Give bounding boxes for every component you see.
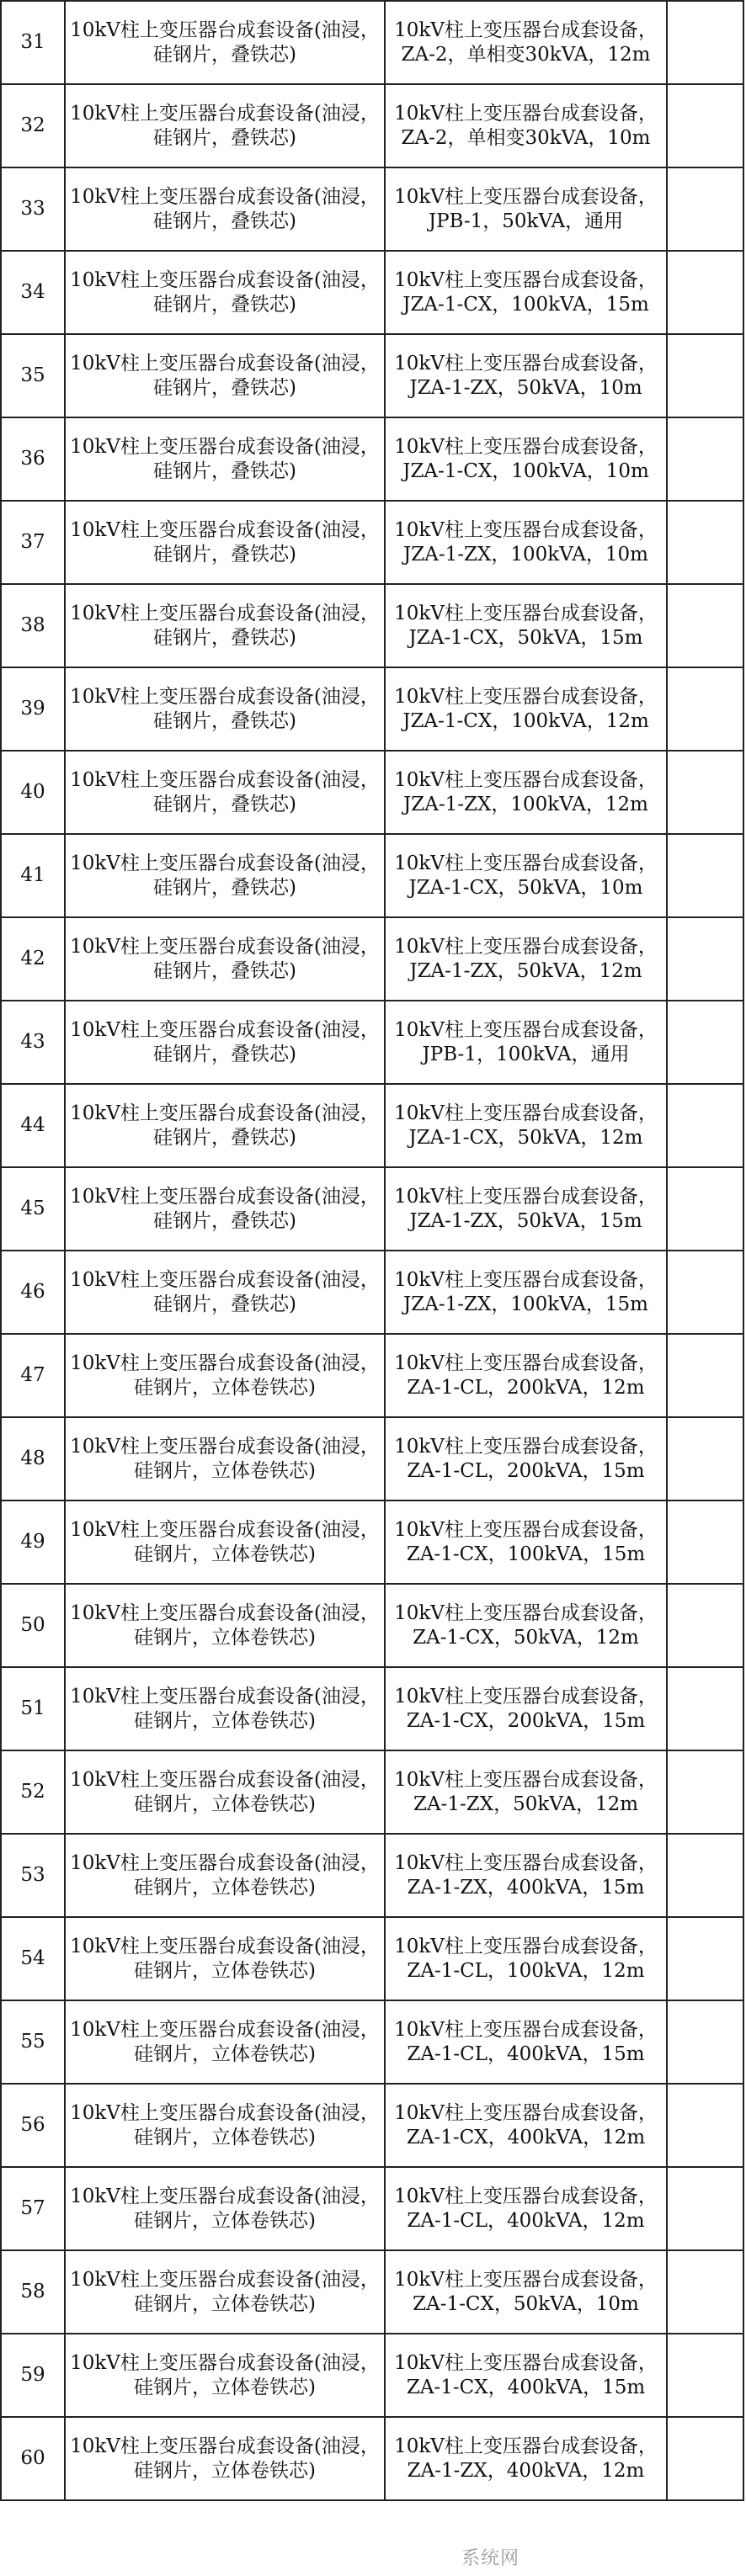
- row-number-cell: 48: [1, 1417, 65, 1500]
- equipment-name-cell: 10kV柱上变压器台成套设备(油浸，硅钢片，叠铁芯): [65, 1001, 385, 1084]
- table-row: [1, 2250, 743, 2334]
- equipment-name-cell: 10kV柱上变压器台成套设备(油浸，硅钢片，叠铁芯): [65, 667, 385, 751]
- equipment-name-cell: 10kV柱上变压器台成套设备(油浸，硅钢片，立体卷铁芯): [65, 2084, 385, 2167]
- equipment-spec-cell: 10kV柱上变压器台成套设备，ZA-1-CL，200kVA，15m: [385, 1417, 667, 1500]
- row-number-cell: 60: [1, 2417, 65, 2500]
- row-number-cell: 59: [1, 2334, 65, 2417]
- empty-cell: [667, 1750, 743, 1834]
- row-number-cell: 36: [1, 417, 65, 501]
- empty-cell: [667, 1001, 743, 1084]
- table-row: [1, 2084, 743, 2167]
- table-row: [1, 1001, 743, 1084]
- table-row: [1, 1917, 743, 2000]
- empty-cell: [667, 2334, 743, 2417]
- table-row: [1, 1750, 743, 1834]
- equipment-name-cell: 10kV柱上变压器台成套设备(油浸，硅钢片，叠铁芯): [65, 751, 385, 834]
- table-row: [1, 417, 743, 501]
- empty-cell: [667, 1084, 743, 1167]
- table-row: [1, 1251, 743, 1334]
- empty-cell: [667, 1584, 743, 1667]
- equipment-spec-cell: 10kV柱上变压器台成套设备，JZA-1-CX，50kVA，15m: [385, 584, 667, 667]
- row-number-cell: 51: [1, 1667, 65, 1750]
- equipment-spec-cell: 10kV柱上变压器台成套设备，JZA-1-CX，100kVA，10m: [385, 417, 667, 501]
- equipment-name-cell: 10kV柱上变压器台成套设备(油浸，硅钢片，叠铁芯): [65, 334, 385, 417]
- table-row: [1, 1417, 743, 1500]
- equipment-spec-cell: 10kV柱上变压器台成套设备，ZA-1-CL，400kVA，15m: [385, 2000, 667, 2084]
- table-row: [1, 334, 743, 417]
- equipment-name-cell: 10kV柱上变压器台成套设备(油浸，硅钢片，立体卷铁芯): [65, 1334, 385, 1417]
- equipment-name-cell: 10kV柱上变压器台成套设备(油浸，硅钢片，叠铁芯): [65, 167, 385, 251]
- table-row: [1, 251, 743, 334]
- empty-cell: [667, 167, 743, 251]
- empty-cell: [667, 1500, 743, 1584]
- table-row: [1, 1667, 743, 1750]
- empty-cell: [667, 251, 743, 334]
- empty-cell: [667, 1, 743, 84]
- equipment-name-cell: 10kV柱上变压器台成套设备(油浸，硅钢片，叠铁芯): [65, 251, 385, 334]
- empty-cell: [667, 1417, 743, 1500]
- equipment-name-cell: 10kV柱上变压器台成套设备(油浸，硅钢片，立体卷铁芯): [65, 1917, 385, 2000]
- empty-cell: [667, 667, 743, 751]
- table-row: [1, 2334, 743, 2417]
- empty-cell: [667, 2167, 743, 2250]
- equipment-name-cell: 10kV柱上变压器台成套设备(油浸，硅钢片，叠铁芯): [65, 834, 385, 917]
- row-number-cell: 31: [1, 1, 65, 84]
- row-number-cell: 38: [1, 584, 65, 667]
- row-number-cell: 57: [1, 2167, 65, 2250]
- empty-cell: [667, 84, 743, 167]
- row-number-cell: 53: [1, 1834, 65, 1917]
- empty-cell: [667, 417, 743, 501]
- equipment-spec-cell: 10kV柱上变压器台成套设备，ZA-1-CX，400kVA，15m: [385, 2334, 667, 2417]
- row-number-cell: 39: [1, 667, 65, 751]
- empty-cell: [667, 1251, 743, 1334]
- row-number-cell: 49: [1, 1500, 65, 1584]
- equipment-name-cell: 10kV柱上变压器台成套设备(油浸，硅钢片，叠铁芯): [65, 917, 385, 1001]
- row-number-cell: 46: [1, 1251, 65, 1334]
- equipment-name-cell: 10kV柱上变压器台成套设备(油浸，硅钢片，立体卷铁芯): [65, 1667, 385, 1750]
- row-number-cell: 44: [1, 1084, 65, 1167]
- table-row: [1, 2417, 743, 2500]
- table-row: [1, 1167, 743, 1251]
- row-number-cell: 41: [1, 834, 65, 917]
- table-row: [1, 1834, 743, 1917]
- equipment-name-cell: 10kV柱上变压器台成套设备(油浸，硅钢片，叠铁芯): [65, 1084, 385, 1167]
- empty-cell: [667, 1167, 743, 1251]
- equipment-spec-cell: 10kV柱上变压器台成套设备，JZA-1-CX，100kVA，12m: [385, 667, 667, 751]
- table-row: [1, 1500, 743, 1584]
- equipment-name-cell: 10kV柱上变压器台成套设备(油浸，硅钢片，立体卷铁芯): [65, 1750, 385, 1834]
- equipment-name-cell: 10kV柱上变压器台成套设备(油浸，硅钢片，叠铁芯): [65, 1, 385, 84]
- equipment-spec-cell: 10kV柱上变压器台成套设备，JZA-1-ZX，50kVA，15m: [385, 1167, 667, 1251]
- empty-cell: [667, 1667, 743, 1750]
- equipment-name-cell: 10kV柱上变压器台成套设备(油浸，硅钢片，立体卷铁芯): [65, 2334, 385, 2417]
- table-row: [1, 917, 743, 1001]
- equipment-spec-cell: 10kV柱上变压器台成套设备，ZA-1-ZX，400kVA，15m: [385, 1834, 667, 1917]
- equipment-spec-cell: 10kV柱上变压器台成套设备，ZA-1-ZX，50kVA，12m: [385, 1750, 667, 1834]
- table-row: [1, 1334, 743, 1417]
- table-row: [1, 584, 743, 667]
- table-row: [1, 1084, 743, 1167]
- equipment-name-cell: 10kV柱上变压器台成套设备(油浸，硅钢片，立体卷铁芯): [65, 2250, 385, 2334]
- equipment-name-cell: 10kV柱上变压器台成套设备(油浸，硅钢片，叠铁芯): [65, 584, 385, 667]
- equipment-name-cell: 10kV柱上变压器台成套设备(油浸，硅钢片，立体卷铁芯): [65, 1834, 385, 1917]
- equipment-spec-cell: 10kV柱上变压器台成套设备，ZA-1-CL，100kVA，12m: [385, 1917, 667, 2000]
- equipment-name-cell: 10kV柱上变压器台成套设备(油浸，硅钢片，立体卷铁芯): [65, 1500, 385, 1584]
- equipment-spec-cell: 10kV柱上变压器台成套设备，JZA-1-CX，50kVA，12m: [385, 1084, 667, 1167]
- equipment-table-body: [1, 1, 743, 2500]
- equipment-spec-cell: 10kV柱上变压器台成套设备，JZA-1-ZX，50kVA，10m: [385, 334, 667, 417]
- empty-cell: [667, 751, 743, 834]
- empty-cell: [667, 1917, 743, 2000]
- equipment-name-cell: 10kV柱上变压器台成套设备(油浸，硅钢片，叠铁芯): [65, 84, 385, 167]
- equipment-spec-cell: 10kV柱上变压器台成套设备，JZA-1-CX，100kVA，15m: [385, 251, 667, 334]
- equipment-spec-cell: 10kV柱上变压器台成套设备，JZA-1-ZX，100kVA，10m: [385, 501, 667, 584]
- row-number-cell: 55: [1, 2000, 65, 2084]
- empty-cell: [667, 584, 743, 667]
- table-row: [1, 2000, 743, 2084]
- equipment-name-cell: 10kV柱上变压器台成套设备(油浸，硅钢片，叠铁芯): [65, 417, 385, 501]
- row-number-cell: 37: [1, 501, 65, 584]
- table-row: [1, 751, 743, 834]
- equipment-name-cell: 10kV柱上变压器台成套设备(油浸，硅钢片，立体卷铁芯): [65, 1584, 385, 1667]
- row-number-cell: 43: [1, 1001, 65, 1084]
- row-number-cell: 33: [1, 167, 65, 251]
- row-number-cell: 34: [1, 251, 65, 334]
- table-row: [1, 834, 743, 917]
- equipment-spec-cell: 10kV柱上变压器台成套设备，JPB-1，50kVA，通用: [385, 167, 667, 251]
- row-number-cell: 35: [1, 334, 65, 417]
- equipment-spec-cell: 10kV柱上变压器台成套设备，ZA-1-CX，50kVA，10m: [385, 2250, 667, 2334]
- watermark-text: 系统网: [461, 2548, 520, 2569]
- equipment-spec-cell: 10kV柱上变压器台成套设备，JZA-1-ZX，50kVA，12m: [385, 917, 667, 1001]
- empty-cell: [667, 1334, 743, 1417]
- empty-cell: [667, 2250, 743, 2334]
- equipment-name-cell: 10kV柱上变压器台成套设备(油浸，硅钢片，立体卷铁芯): [65, 1417, 385, 1500]
- row-number-cell: 45: [1, 1167, 65, 1251]
- empty-cell: [667, 2084, 743, 2167]
- equipment-spec-cell: 10kV柱上变压器台成套设备，ZA-2，单相变30kVA，10m: [385, 84, 667, 167]
- equipment-name-cell: 10kV柱上变压器台成套设备(油浸，硅钢片，叠铁芯): [65, 501, 385, 584]
- table-row: [1, 501, 743, 584]
- empty-cell: [667, 917, 743, 1001]
- equipment-name-cell: 10kV柱上变压器台成套设备(油浸，硅钢片，立体卷铁芯): [65, 2000, 385, 2084]
- empty-cell: [667, 2000, 743, 2084]
- row-number-cell: 50: [1, 1584, 65, 1667]
- equipment-spec-cell: 10kV柱上变压器台成套设备，ZA-1-CX，400kVA，12m: [385, 2084, 667, 2167]
- empty-cell: [667, 2417, 743, 2500]
- row-number-cell: 54: [1, 1917, 65, 2000]
- equipment-name-cell: 10kV柱上变压器台成套设备(油浸，硅钢片，叠铁芯): [65, 1167, 385, 1251]
- row-number-cell: 42: [1, 917, 65, 1001]
- equipment-name-cell: 10kV柱上变压器台成套设备(油浸，硅钢片，立体卷铁芯): [65, 2417, 385, 2500]
- table-row: [1, 1, 743, 84]
- equipment-spec-cell: 10kV柱上变压器台成套设备，ZA-1-CX，100kVA，15m: [385, 1500, 667, 1584]
- table-row: [1, 84, 743, 167]
- row-number-cell: 58: [1, 2250, 65, 2334]
- empty-cell: [667, 501, 743, 584]
- equipment-spec-cell: 10kV柱上变压器台成套设备，ZA-1-ZX，400kVA，12m: [385, 2417, 667, 2500]
- equipment-spec-cell: 10kV柱上变压器台成套设备，ZA-1-CL，200kVA，12m: [385, 1334, 667, 1417]
- equipment-spec-cell: 10kV柱上变压器台成套设备，ZA-1-CL，400kVA，12m: [385, 2167, 667, 2250]
- row-number-cell: 47: [1, 1334, 65, 1417]
- equipment-spec-cell: 10kV柱上变压器台成套设备，JZA-1-ZX，100kVA，12m: [385, 751, 667, 834]
- row-number-cell: 40: [1, 751, 65, 834]
- equipment-spec-cell: 10kV柱上变压器台成套设备，ZA-1-CX，200kVA，15m: [385, 1667, 667, 1750]
- empty-cell: [667, 1834, 743, 1917]
- empty-cell: [667, 834, 743, 917]
- equipment-name-cell: 10kV柱上变压器台成套设备(油浸，硅钢片，立体卷铁芯): [65, 2167, 385, 2250]
- row-number-cell: 56: [1, 2084, 65, 2167]
- equipment-spec-cell: 10kV柱上变压器台成套设备，JPB-1，100kVA，通用: [385, 1001, 667, 1084]
- table-row: [1, 167, 743, 251]
- empty-cell: [667, 334, 743, 417]
- table-row: [1, 1584, 743, 1667]
- table-row: [1, 667, 743, 751]
- row-number-cell: 52: [1, 1750, 65, 1834]
- equipment-spec-cell: 10kV柱上变压器台成套设备，ZA-2，单相变30kVA，12m: [385, 1, 667, 84]
- equipment-name-cell: 10kV柱上变压器台成套设备(油浸，硅钢片，叠铁芯): [65, 1251, 385, 1334]
- equipment-spec-cell: 10kV柱上变压器台成套设备，JZA-1-CX，50kVA，10m: [385, 834, 667, 917]
- table-row: [1, 2167, 743, 2250]
- row-number-cell: 32: [1, 84, 65, 167]
- equipment-spec-cell: 10kV柱上变压器台成套设备，ZA-1-CX，50kVA，12m: [385, 1584, 667, 1667]
- equipment-spec-cell: 10kV柱上变压器台成套设备，JZA-1-ZX，100kVA，15m: [385, 1251, 667, 1334]
